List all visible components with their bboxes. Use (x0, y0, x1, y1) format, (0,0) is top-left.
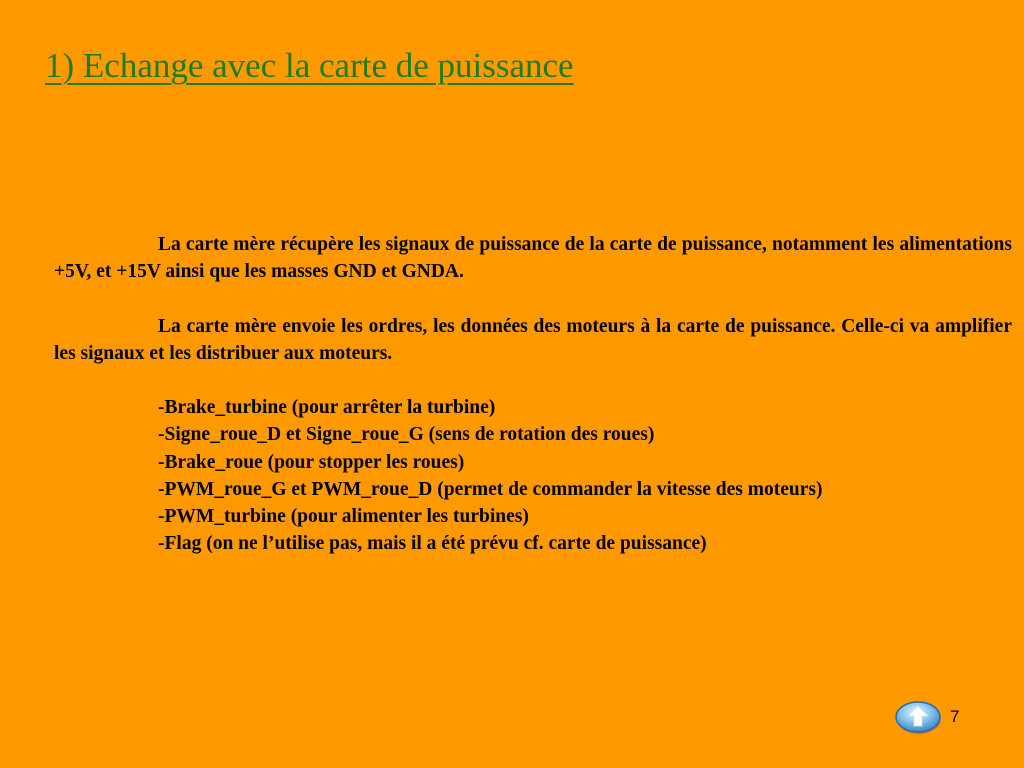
paragraph-power-signals: La carte mère récupère les signaux de puissance de la carte de puissance, notamment les alimentations +5V, et +15V ainsi que les masses GND et GNDA. (54, 234, 1012, 283)
list-item: -PWM_roue_G et PWM_roue_D (permet de commander la vitesse des moteurs) (158, 478, 823, 500)
paragraph-motor-orders: La carte mère envoie les ordres, les données des moteurs à la carte de puissance. Celle-ci va amplifier les signaux et les distribuer aux moteurs. (54, 315, 1012, 364)
signal-list (54, 394, 1012, 557)
list-item: -Brake_roue (pour stopper les roues) (158, 451, 465, 473)
arrow-up-icon (895, 700, 943, 736)
slide-title: 1) Echange avec la carte de puissance (45, 46, 574, 85)
list-item: -Flag (on ne l’utilise pas, mais il a été prévu cf. carte de puissance) (158, 533, 707, 555)
list-item: -Signe_roue_D et Signe_roue_G (sens de rotation des roues) (158, 424, 655, 446)
slide-body (54, 231, 1012, 557)
list-item: -Brake_turbine (pour arrêter la turbine) (158, 397, 496, 419)
navigate-up-button[interactable] (895, 700, 943, 736)
list-item: -PWM_turbine (pour alimenter les turbines) (158, 506, 529, 527)
page-number: 7 (950, 707, 960, 726)
